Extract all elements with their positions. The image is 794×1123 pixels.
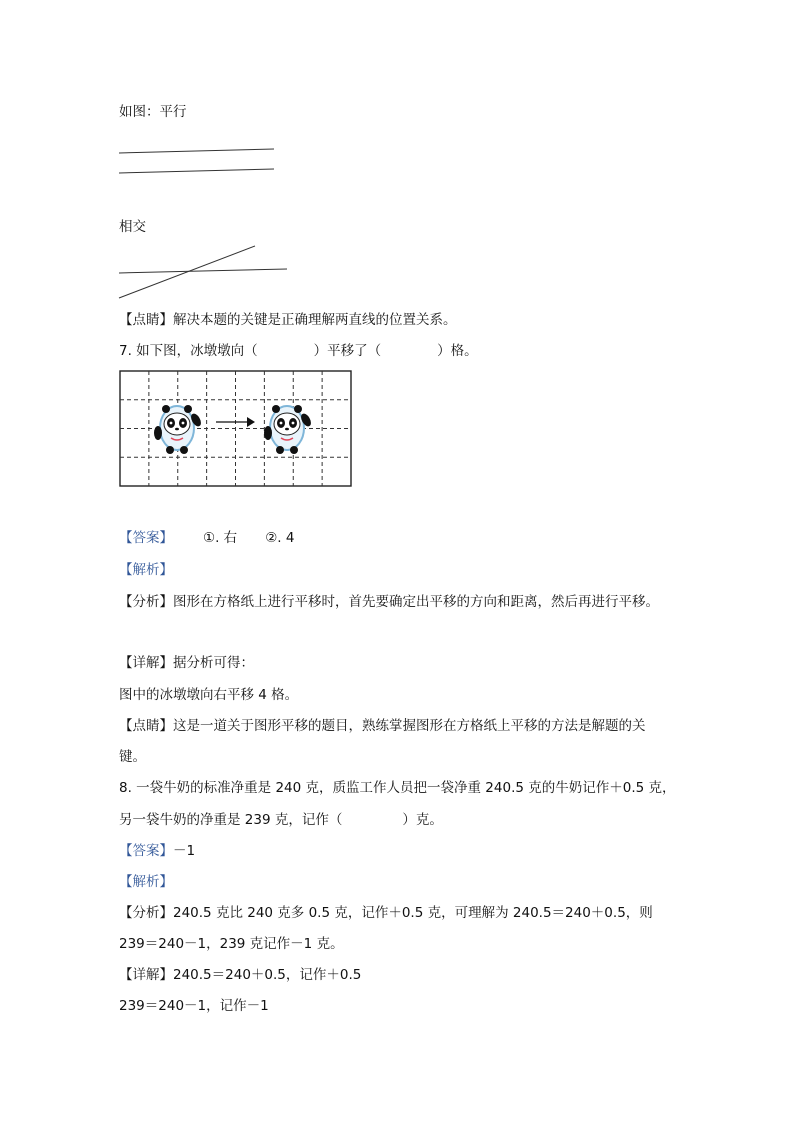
translation-grid-figure (119, 370, 353, 488)
q7-answer-2: ②. 4 (265, 530, 295, 546)
parallel-line-top (119, 149, 274, 153)
q8-xiangjie-line1: 【详解】240.5＝240＋0.5，记作＋0.5 (119, 967, 362, 983)
q8-answer (119, 841, 195, 861)
q8-question-part-a: 另一袋牛奶的净重是 239 克，记作（ (119, 812, 343, 828)
q7-question-part-a: 7. 如下图，冰墩墩向（ (119, 343, 258, 359)
q7-question-part-c: ）格。 (437, 343, 478, 359)
q7-answer (119, 528, 294, 548)
q8-question-part-b: ）克。 (402, 812, 443, 828)
intersect-caption: 相交 (119, 219, 146, 235)
q8-question-line1: 8. 一袋牛奶的标准净重是 240 克，质监工作人员把一袋净重 240.5 克的牛奶记作＋0.5 克， (119, 780, 676, 796)
parallel-lines-figure (115, 143, 280, 177)
q7-tip-line2: 键。 (119, 749, 146, 765)
intersecting-lines-figure (115, 242, 295, 302)
q8-analysis-label: 【解析】 (119, 874, 173, 890)
q7-question (119, 341, 478, 361)
q7-fenxi: 【分析】图形在方格纸上进行平移时，首先要确定出平移的方向和距离，然后再进行平移。 (119, 594, 659, 610)
q8-fenxi-line2: 239＝240－1，239 克记作－1 克。 (119, 936, 344, 952)
q7-answer-1: ①. 右 (203, 530, 238, 546)
translation-arrow (216, 417, 255, 427)
panda-translated (264, 405, 313, 454)
panda-icon (154, 405, 203, 454)
q7-xiangjie-line: 图中的冰墩墩向右平移 4 格。 (119, 687, 299, 703)
q7-tip-line1: 【点睛】这是一道关于图形平移的题目，熟练掌握图形在方格纸上平移的方法是解题的关 (119, 718, 646, 734)
panda-original (154, 405, 203, 454)
q6-tip: 【点睛】解决本题的关键是正确理解两直线的位置关系。 (119, 312, 457, 328)
q7-answer-label: 【答案】 (119, 530, 173, 546)
q8-xiangjie-line2: 239＝240－1，记作－1 (119, 998, 269, 1014)
q8-fenxi-line1: 【分析】240.5 克比 240 克多 0.5 克，记作＋0.5 克，可理解为 240.5＝240＋0.5，则 (119, 905, 653, 921)
q8-answer-value: －1 (173, 843, 196, 859)
intersect-line-slanted (119, 246, 255, 298)
q7-analysis-label: 【解析】 (119, 562, 173, 578)
parallel-line-bottom (119, 169, 274, 173)
q8-question-line2 (119, 810, 443, 830)
q8-answer-label: 【答案】 (119, 843, 173, 859)
parallel-caption: 如图：平行 (119, 104, 187, 120)
q7-question-part-b: ）平移了（ (313, 343, 382, 359)
panda-icon (264, 405, 313, 454)
intersect-line-near-horizontal (119, 269, 287, 273)
q7-xiangjie: 【详解】据分析可得： (119, 655, 254, 671)
